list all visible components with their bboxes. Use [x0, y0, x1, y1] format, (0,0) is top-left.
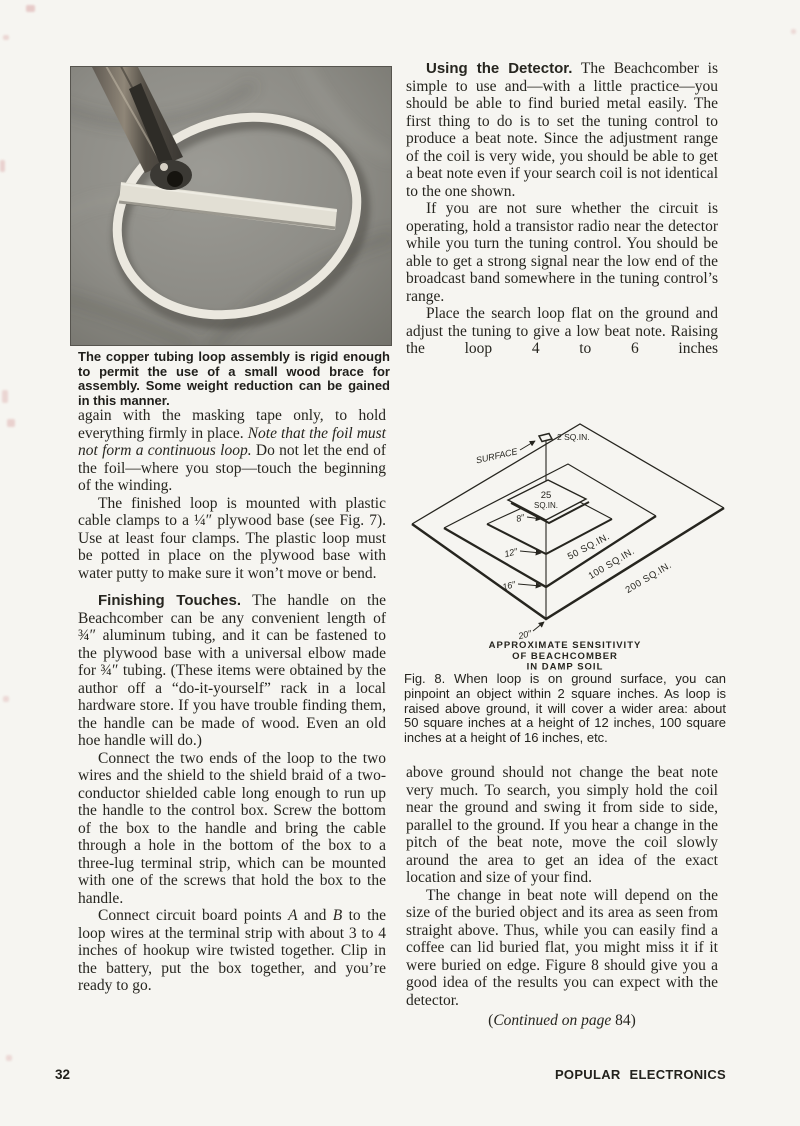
scan-artifact — [26, 5, 35, 12]
surface-area-label: 2 SQ.IN. — [557, 432, 590, 442]
scan-artifact — [6, 1055, 12, 1061]
diagram-caption-line3: IN DAMP SOIL — [526, 661, 604, 670]
diamond-200-lower — [412, 508, 724, 619]
surface-label: SURFACE — [474, 446, 519, 466]
magazine-title: POPULAR ELECTRONICS — [554, 1067, 726, 1082]
scan-artifact — [2, 390, 8, 403]
loop-assembly-photo — [70, 66, 392, 346]
scan-artifact — [7, 419, 15, 427]
body-text: Connect circuit board points — [98, 907, 289, 924]
depth-12in-label: 12″ — [503, 546, 519, 560]
section-heading-finishing-touches: Finishing Touches. — [98, 592, 242, 609]
fig8-diagram — [394, 412, 736, 670]
right-column-top — [406, 60, 718, 358]
depth-20in-label: 20″ — [517, 628, 533, 642]
scan-artifact — [0, 160, 5, 172]
body-text: again with the masking tape only, to hold everything firmly in place. — [78, 407, 386, 442]
paragraph: The change in beat note will depend on the size of the buried object and its area as seen from straight above. Thus, while you can easily find a coffee can lid buried flat, you might miss it if it were buried on edge. Figure 8 should give you a good idea of the results you can expect with the detector. — [406, 886, 718, 1009]
depth-12in-arrow — [520, 551, 541, 553]
paragraph — [78, 907, 386, 995]
paragraph: If you are not sure whether the circuit is operating, hold a transistor radio near the detector while you turn the tuning control. You should be able to get a strong signal near the low end of the broadcast band somewhere in the tuning control’s range. — [406, 200, 718, 305]
right-column-bottom — [406, 764, 718, 1030]
body-text-italic: A — [288, 907, 298, 924]
body-text: to the loop wires at the terminal strip with about 3 to 4 inches of hookup wire twisted together. Clip in the battery, put the box together, and you’re ready to go. — [78, 907, 387, 994]
area-25-value-label: 25 — [540, 490, 552, 501]
continued-text: ( — [488, 1012, 494, 1029]
left-column — [78, 407, 386, 995]
sensitivity-diagram — [394, 412, 736, 670]
paragraph: above ground should not change the beat note very much. To search, you simply hold the coil near the ground and swing it from side to side, parallel to the ground. If you hear a change in the pitch of the beat note, move the coil slowly around the area to get an idea of the exact location and size of your find. — [406, 764, 718, 886]
depth-16in-label: 16″ — [501, 579, 517, 593]
body-text-italic: Note that the foil must not form a continuous loop. — [78, 424, 386, 459]
scan-artifact — [3, 696, 9, 702]
body-text: The Beachcomber is simple to use and—with a little practice—you should be able to find buried metal easily. The first thing to do is to set the tuning control to produce a beat note. Since the adjustment range of the coil is very wide, you should be able to get a beat note even if your search coil is not identical to the one shown. — [406, 60, 718, 200]
clamp-highlight — [160, 163, 168, 171]
depth-16in-arrow — [518, 584, 541, 586]
paragraph — [78, 592, 386, 750]
section-heading-using-the-detector: Using the Detector. — [426, 60, 573, 77]
depth-8in-label: 8″ — [515, 512, 526, 524]
area-200-label: 200 SQ.IN. — [623, 559, 674, 596]
paragraph: Place the search loop flat on the ground and adjust the tuning to give a low beat note. Raising the loop 4 to 6 inches — [406, 305, 718, 357]
paragraph — [78, 407, 386, 495]
area-100-label: 100 SQ.IN. — [586, 545, 637, 582]
continued-text: 84) — [611, 1012, 636, 1029]
area-50-label: 50 SQ.IN. — [565, 531, 612, 563]
clamp-bolt — [167, 171, 183, 187]
paragraph: Connect the two ends of the loop to the two wires and the shield to the shield braid of a two-conductor shielded cable long enough to run up the handle to the control box. Screw the bottom of the box to the handle and bring the cable through a hole in the bottom of the box to a three-lug terminal strip, which can be mounted with one of the screws that hold the box to the handle. — [78, 749, 386, 907]
body-text: and — [297, 907, 333, 924]
fig8-caption: Fig. 8. When loop is on ground surface, you can pinpoint an object within 2 square inches. As loop is raised above ground, it will cover a wider area: about 50 square inches at a height of 12 inches, 100 square inches at a height of 16 inches, etc. — [404, 671, 726, 746]
continued-text-italic: Continued on page — [493, 1012, 612, 1029]
diagram-caption-line1: APPROXIMATE SENSITIVITY — [488, 640, 642, 651]
scan-artifact — [791, 29, 796, 34]
body-text-italic: B — [332, 907, 343, 924]
body-text: Do not let the end of the foil—where you stop—touch the beginning of the winding. — [78, 442, 386, 494]
surface-2sqin-square — [539, 434, 552, 442]
diagram-caption-line2: OF BEACHCOMBER — [512, 651, 618, 662]
body-text: The handle on the Beachcomber can be any convenient length of ¾″ aluminum tubing, and it can be fastened to the plywood base with a universal elbow made for ¾″ tubing. (These items were obtained by the author off a “do-it-yourself” rack in a local hardware store. If you have trouble finding them, the handle can be made of wood. Even an old hoe handle will do.) — [78, 592, 386, 749]
scan-artifact — [3, 35, 9, 40]
loop-assembly-photo-art — [71, 67, 391, 345]
paragraph — [406, 60, 718, 200]
page-number: 32 — [55, 1067, 71, 1082]
depth-20in-arrow — [533, 622, 544, 631]
surface-arrow — [520, 441, 535, 450]
photo-caption: The copper tubing loop assembly is rigid enough to permit the use of a small wood brace for assembly. Some weight reduction can be gained in this manner. — [78, 349, 390, 408]
paragraph: The finished loop is mounted with plastic cable clamps to a ¼″ plywood base (see Fig. 7). Use at least four clamps. The plastic loop must be potted in place on the plywood base with water putty to make sure it won’t move or bend. — [78, 494, 386, 582]
area-25-unit-label: SQ.IN. — [533, 501, 559, 510]
continued-notice — [406, 1012, 718, 1030]
